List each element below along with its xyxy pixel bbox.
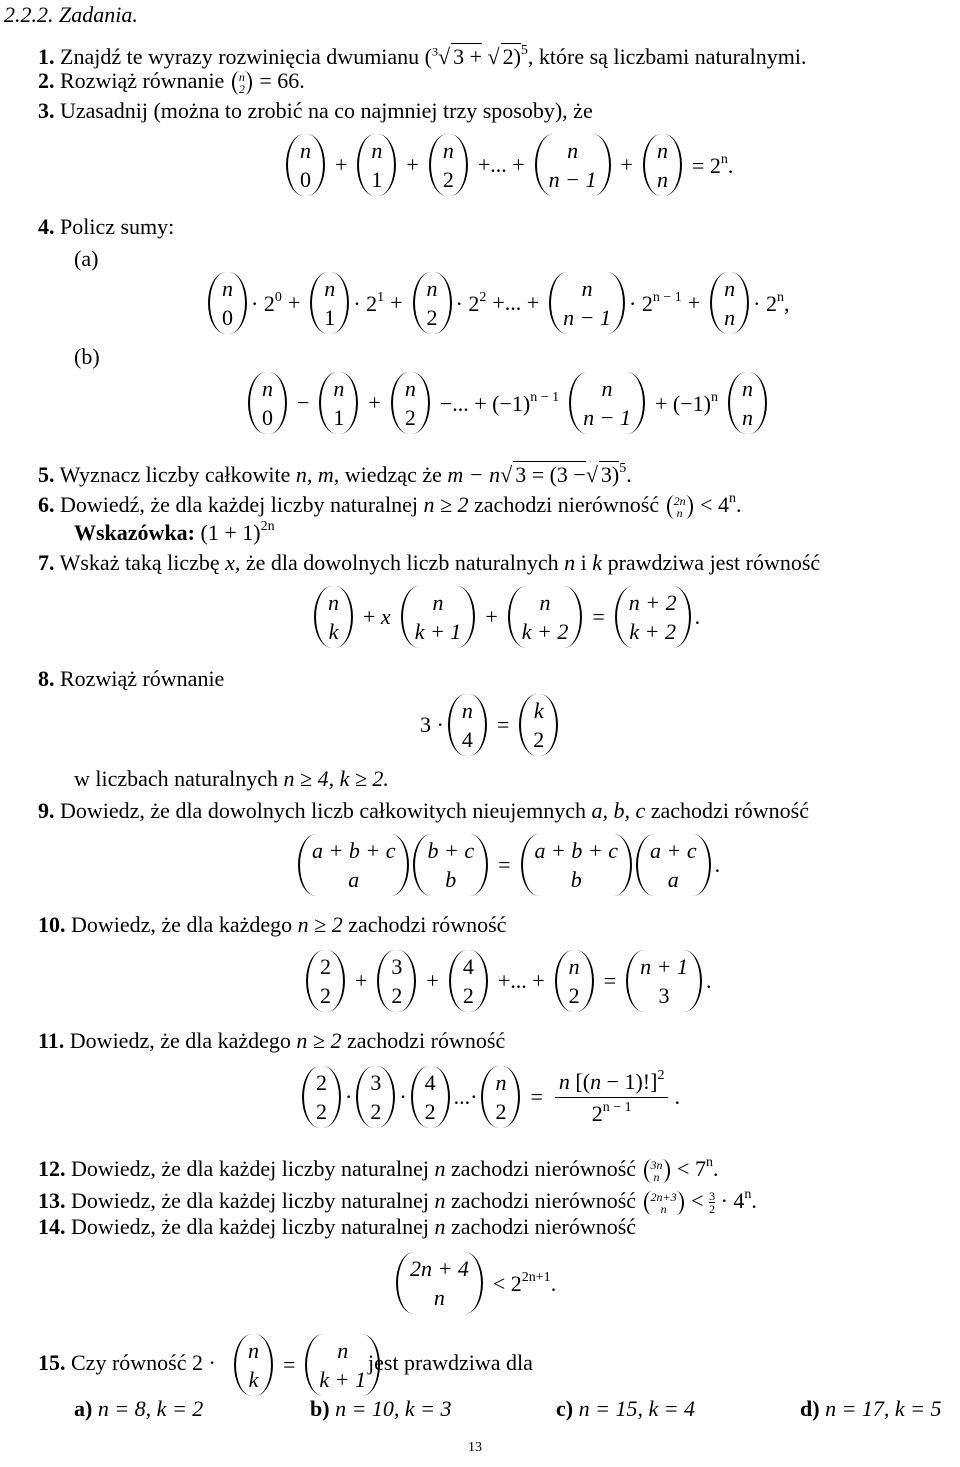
item-10: 10. Dowiedz, że dla każdego n ≥ 2 zachodzi równość: [38, 912, 507, 937]
option-b: b) n = 10, k = 3: [310, 1396, 452, 1421]
equation-4b: n 0 − n 1 + n 2 −... + $(-1)^{n - 1}$ n n − 1 + $(-1)^n$ n n: [244, 372, 771, 434]
item-4a-label: (a): [74, 246, 99, 271]
item-4: 4. Policz sumy:: [38, 214, 175, 239]
equation-8: 3 · n 4 = k 2: [420, 694, 562, 756]
section-title: 2.2.2. Zadania.: [4, 2, 138, 27]
page-number: 13: [468, 1440, 482, 1455]
item-12: 12. Dowiedz, że dla każdej liczby naturalnej n zachodzi nierówność 3n n < $7^n$.: [38, 1155, 719, 1184]
item-number: 1.: [38, 44, 55, 69]
equation-15: n k = n k + 1: [230, 1334, 384, 1396]
option-a: a) n = 8, k = 2: [74, 1396, 204, 1421]
option-c: c) n = 15, k = 4: [556, 1396, 696, 1421]
item-6: 6. Dowiedź, że dla każdej liczby naturalnej n ≥ 2 zachodzi nierówność 2n n < $4^n$.: [38, 491, 742, 520]
item-8: 8. Rozwiąż równanie: [38, 666, 225, 691]
sqrt-icon: √: [438, 44, 451, 69]
item-1: 1. Znajdź te wyrazy rozwinięcia dwumianu ($^3$√ 3 + √ 2)$^5$, które są liczbami naturalnymi.: [38, 43, 807, 69]
binomial: 2n n: [667, 495, 693, 519]
item-5: 5. Wyznacz liczby całkowite n, m, wiedząc że m − n√ 3 = (3 −√ 3)$^5$.: [38, 461, 632, 487]
equation-4a: n 0 · $2^0$ + n 1 · $2^1$ + n 2 · $2^2$ +... + n n − 1 · $2^{n - 1}$ + n n · $2^n$,: [204, 272, 790, 334]
equation-9: a + b + c a b + c b = a + b + c b a + c a .: [294, 834, 720, 896]
item-9: 9. Dowiedz, że dla dowolnych liczb całkowitych nieujemnych a, b, c zachodzi równość: [38, 798, 809, 823]
item-15: 15. Czy równość 2 ·: [38, 1350, 216, 1375]
binomial: n 2: [232, 71, 252, 95]
equation-7: n k + x n k + 1 + n k + 2 = n + 2 k + 2 .: [310, 586, 700, 648]
item-15-tail: jest prawdziwa dla: [368, 1350, 533, 1375]
binomial: 2n+3 n: [644, 1191, 684, 1215]
binomial: 3n n: [644, 1159, 670, 1183]
equation-11: 2 2 · 3 2 · 4 2 ...· n 2 = $\frac{n [(n - 1)!]^2}{2^{n - 1}}$ .: [298, 1066, 680, 1128]
item-7: 7. Wskaż taką liczbę x, że dla dowolnych liczb naturalnych n i k prawdziwa jest równość: [38, 550, 821, 575]
equation-14: 2n + 4 n < $2^{2n+1}$.: [392, 1252, 562, 1314]
sqrt-icon: √: [500, 462, 513, 487]
option-d: d) n = 17, k = 5: [800, 1396, 942, 1421]
item-6-hint: Wskazówka: $(1 + 1)^{2n}$: [74, 519, 275, 545]
sqrt-icon: √: [487, 44, 500, 69]
item-14: 14. Dowiedz, że dla każdej liczby naturalnej n zachodzi nierówność: [38, 1214, 637, 1239]
equation-10: 2 2 + 3 2 + 4 2 +... + n 2 = n + 1 3 .: [302, 950, 711, 1012]
item-11: 11. Dowiedz, że dla każdego n ≥ 2 zachodzi równość: [38, 1028, 506, 1053]
item-2: 2. Rozwiąż równanie n 2 = 66.: [38, 68, 305, 96]
item-4b-label: (b): [74, 344, 100, 369]
equation-3: n 0 + n 1 + n 2 +... + n n − 1 + n n = $2^n$.: [282, 134, 739, 196]
item-8-condition: w liczbach naturalnych n ≥ 4, k ≥ 2.: [74, 766, 389, 791]
item-13: 13. Dowiedz, że dla każdej liczby naturalnej n zachodzi nierówność 2n+3 n < $\frac{3}{2}$ · $4^n$.: [38, 1187, 757, 1217]
sqrt-icon: √: [585, 462, 598, 487]
item-3: 3. Uzasadnij (można to zrobić na co najmniej trzy sposoby), że: [38, 98, 593, 123]
